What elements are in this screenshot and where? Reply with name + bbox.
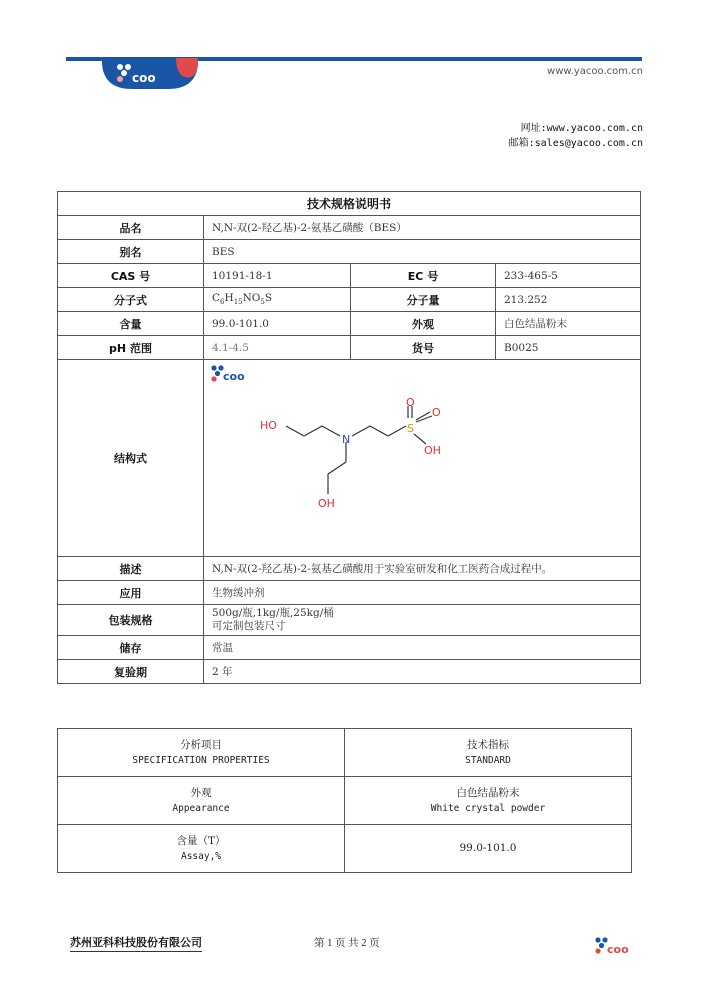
website-line: 网址:www.yacoo.com.cn	[520, 123, 643, 134]
analysis-col2-header: 技术指标 STANDARD	[345, 729, 632, 777]
item-label: 货号	[351, 336, 496, 360]
svg-text:coo: coo	[132, 71, 156, 85]
mw-value: 213.252	[496, 288, 641, 312]
item-value: B0025	[496, 336, 641, 360]
ph-value: 4.1-4.5	[204, 336, 351, 360]
pack-label: 包装规格	[58, 605, 204, 636]
svg-text:OH: OH	[424, 444, 441, 457]
yacoo-logo-header	[102, 58, 198, 95]
mw-label: 分子量	[351, 288, 496, 312]
svg-text:N: N	[342, 433, 351, 446]
spec-title: 技术规格说明书	[58, 192, 641, 216]
formula-value: $C_6H_{15}NO_5S$	[204, 288, 351, 312]
alias-value: BES	[204, 240, 641, 264]
analysis-std-appearance: 白色结晶粉末 White crystal powder	[345, 777, 632, 825]
desc-value: N,N-双(2-羟乙基)-2-氨基乙磺酸用于实验室研发和化工医药合成过程中。	[204, 557, 641, 581]
yacoo-logo-footer	[594, 936, 642, 961]
retest-label: 复验期	[58, 660, 204, 684]
desc-label: 描述	[58, 557, 204, 581]
email-line: 邮箱:sales@yacoo.com.cn	[508, 138, 643, 149]
appearance-value: 白色结晶粉末	[496, 312, 641, 336]
svg-text:coo: coo	[223, 370, 245, 383]
svg-text:O: O	[406, 396, 415, 409]
structure-label: 结构式	[58, 360, 204, 557]
structure-formula-image	[204, 360, 640, 557]
pack-value	[204, 605, 641, 636]
ec-label: EC 号	[351, 264, 496, 288]
svg-text:S: S	[407, 422, 414, 435]
cas-label: CAS 号	[58, 264, 204, 288]
footer-page-number: 第 1 页 共 2 页	[314, 938, 380, 949]
app-value: 生物缓冲剂	[204, 581, 641, 605]
analysis-item-assay: 含量（T） Assay,%	[58, 825, 345, 873]
formula-label: 分子式	[58, 288, 204, 312]
svg-text:O: O	[432, 406, 441, 419]
content-label: 含量	[58, 312, 204, 336]
ph-label: pH 范围	[58, 336, 204, 360]
analysis-col1-header: 分析项目 SPECIFICATION PROPERTIES	[58, 729, 345, 777]
analysis-item-appearance: 外观 Appearance	[58, 777, 345, 825]
ec-value: 233-465-5	[496, 264, 641, 288]
svg-text:coo: coo	[607, 943, 629, 956]
yacoo-logo-small	[211, 365, 245, 383]
alias-label: 别名	[58, 240, 204, 264]
table-row	[58, 777, 632, 825]
analysis-table	[57, 728, 632, 873]
appearance-label: 外观	[351, 312, 496, 336]
content-value: 99.0-101.0	[204, 312, 351, 336]
cas-value: 10191-18-1	[204, 264, 351, 288]
retest-value: 2 年	[204, 660, 641, 684]
svg-text:OH: OH	[318, 497, 335, 510]
name-value: N,N-双(2-羟乙基)-2-氨基乙磺酸（BES）	[204, 216, 641, 240]
name-label: 品名	[58, 216, 204, 240]
contact-block	[509, 121, 643, 151]
header-url: www.yacoo.com.cn	[547, 66, 643, 77]
pack-line-2: 可定制包装尺寸	[212, 620, 286, 632]
analysis-std-assay: 99.0-101.0	[345, 825, 632, 873]
table-row	[58, 825, 632, 873]
svg-text:HO: HO	[260, 419, 277, 432]
app-label: 应用	[58, 581, 204, 605]
spec-sheet-table	[57, 191, 641, 684]
footer-company: 苏州亚科科技股份有限公司	[70, 934, 202, 952]
structure-cell	[204, 360, 641, 557]
pack-line-1: 500g/瓶,1kg/瓶,25kg/桶	[212, 607, 334, 619]
storage-label: 储存	[58, 636, 204, 660]
storage-value: 常温	[204, 636, 641, 660]
